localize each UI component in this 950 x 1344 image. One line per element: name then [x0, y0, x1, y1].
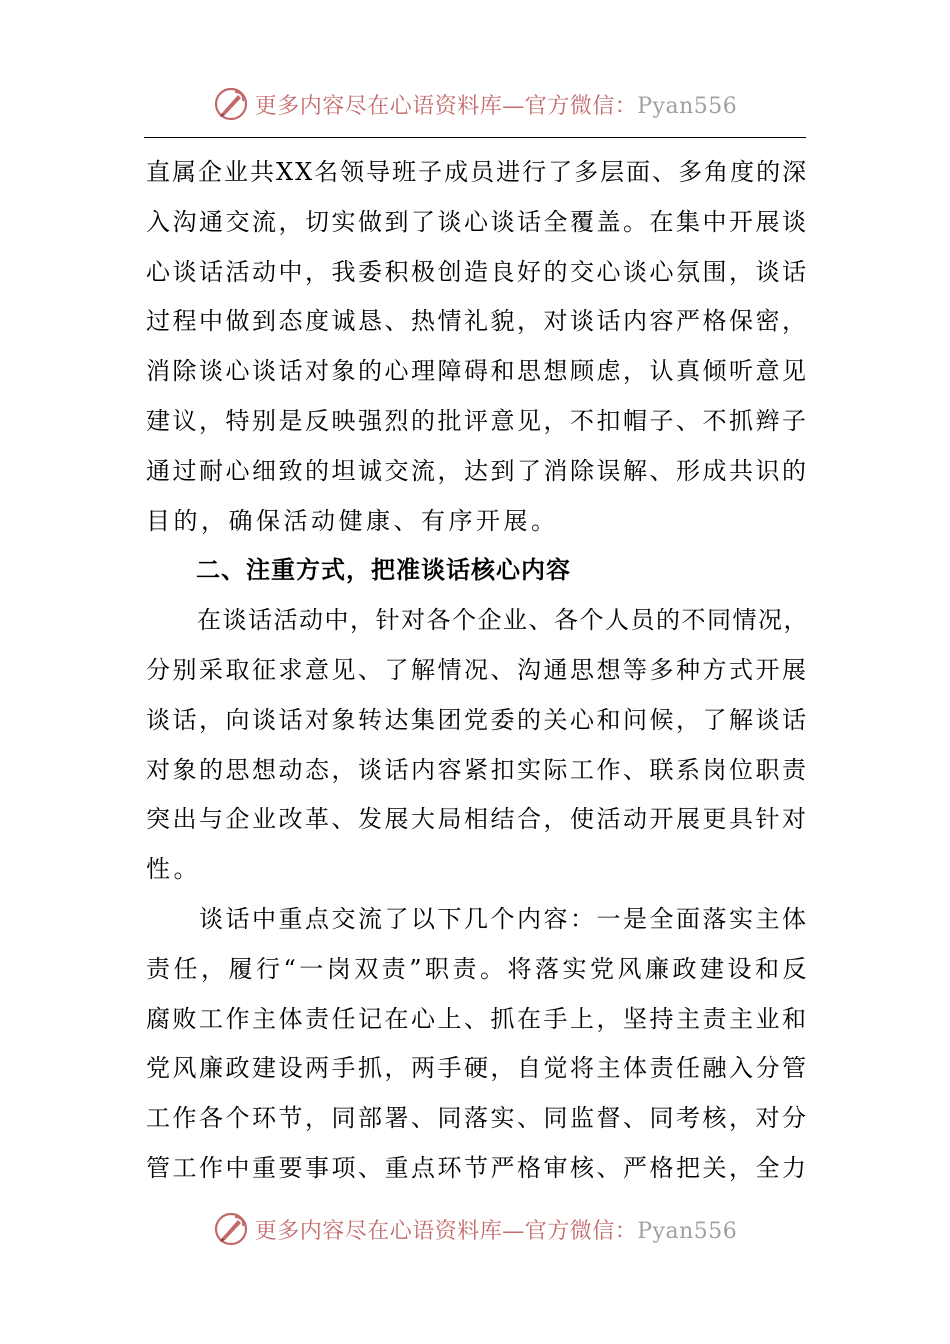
text-line: 过程中做到态度诚恳、热情礼貌，对谈话内容严格保密， [146, 307, 809, 336]
header-rule [144, 137, 806, 138]
text-line: 谈话中重点交流了以下几个内容：一是全面落实主体 [146, 904, 809, 933]
text-line: 在谈话活动中，针对各个企业、各个人员的不同情况， [146, 606, 809, 635]
text-line: 工作各个环节，同部署、同落实、同监督、同考核，对分 [146, 1104, 809, 1133]
document-body [146, 148, 810, 1194]
banner-wechat-id: Pyan556 [637, 93, 738, 119]
text-line: 性。 [146, 855, 201, 884]
text-line: 消除谈心谈话对象的心理障碍和思想顾虑，认真倾听意见 [146, 357, 809, 386]
text-line: 心谈话活动中，我委积极创造良好的交心谈心氛围，谈话 [146, 257, 809, 286]
header-banner [0, 82, 950, 126]
text-line: 入沟通交流，切实做到了谈心谈话全覆盖。在集中开展谈 [146, 207, 809, 236]
text-line: 谈话，向谈话对象转达集团党委的关心和问候，了解谈话 [146, 705, 809, 734]
text-line: 对象的思想动态，谈话内容紧扣实际工作、联系岗位职责 [146, 755, 809, 784]
banner-text [255, 89, 738, 120]
text-line: 管工作中重要事项、重点环节严格审核、严格把关，全力 [146, 1153, 809, 1182]
banner-text [255, 1214, 738, 1245]
text-line: 直属企业共XX名领导班子成员进行了多层面、多角度的深 [146, 158, 809, 186]
text-line: 党风廉政建设两手抓，两手硬，自觉将主体责任融入分管 [146, 1054, 809, 1083]
banner-title: 更多内容尽在心语资料库—官方微信： [254, 93, 638, 119]
footer-banner [0, 1207, 950, 1251]
text-line: 建议，特别是反映强烈的批评意见，不扣帽子、不抓辫子 [146, 406, 809, 435]
text-line: 腐败工作主体责任记在心上、抓在手上，坚持主责主业和 [146, 1004, 809, 1033]
pen-logo-icon [213, 1211, 249, 1247]
banner-title: 更多内容尽在心语资料库—官方微信： [254, 1218, 638, 1244]
pen-logo-icon [213, 86, 249, 122]
text-line: 突出与企业改革、发展大局相结合，使活动开展更具针对 [146, 805, 809, 834]
text-line: 通过耐心细致的坦诚交流，达到了消除误解、形成共识的 [146, 456, 809, 485]
text-line: 目的，确保活动健康、有序开展。 [146, 506, 559, 535]
text-line: 分别采取征求意见、了解情况、沟通思想等多种方式开展 [146, 655, 809, 684]
text-line: 责任，履行“一岗双责”职责。将落实党风廉政建设和反 [146, 954, 811, 983]
banner-wechat-id: Pyan556 [637, 1218, 738, 1244]
section-heading: 二、注重方式，把准谈话核心内容 [146, 556, 571, 585]
